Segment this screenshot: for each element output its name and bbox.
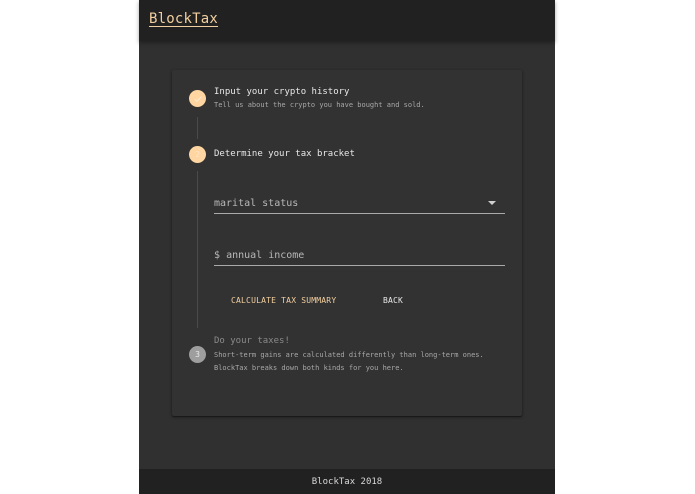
step-3-subtitle-line-1: Short-term gains are calculated differently than long-term ones.	[214, 351, 484, 359]
brand-link[interactable]: BlockTax	[149, 11, 219, 27]
step-3-icon[interactable]	[189, 346, 206, 363]
app-container	[139, 0, 555, 494]
app-bar	[139, 0, 555, 41]
dropdown-arrow-icon[interactable]	[488, 201, 496, 205]
calculate-tax-summary-button[interactable]: CALCULATE TAX SUMMARY	[231, 296, 337, 305]
annual-income-field-text	[214, 250, 304, 261]
footer-text: BlockTax 2018	[311, 477, 383, 487]
back-button[interactable]: BACK	[383, 296, 404, 305]
step-1-subtitle: Tell us about the crypto you have bought and sold.	[214, 101, 425, 109]
step-1-title[interactable]: Input your crypto history	[214, 87, 350, 97]
annual-income-placeholder: annual income	[226, 250, 305, 261]
step-2-icon[interactable]	[189, 146, 206, 163]
annual-income-input[interactable]	[214, 243, 505, 266]
step-2-number: 2	[195, 150, 200, 159]
step-1-check-icon[interactable]	[189, 90, 206, 107]
step-connector	[197, 117, 198, 139]
marital-status-placeholder: marital status	[214, 198, 299, 209]
step-connector	[197, 171, 198, 328]
footer	[139, 469, 555, 494]
marital-status-select[interactable]	[214, 191, 505, 214]
check-icon	[193, 94, 203, 104]
currency-prefix: $	[214, 250, 221, 261]
step-3-number: 3	[195, 350, 200, 359]
stepper-card	[172, 70, 522, 416]
step-3-title[interactable]: Do your taxes!	[214, 336, 290, 346]
step-3-subtitle-line-2: BlockTax breaks down both kinds for you here.	[214, 364, 404, 372]
step-2-title[interactable]: Determine your tax bracket	[214, 149, 355, 159]
